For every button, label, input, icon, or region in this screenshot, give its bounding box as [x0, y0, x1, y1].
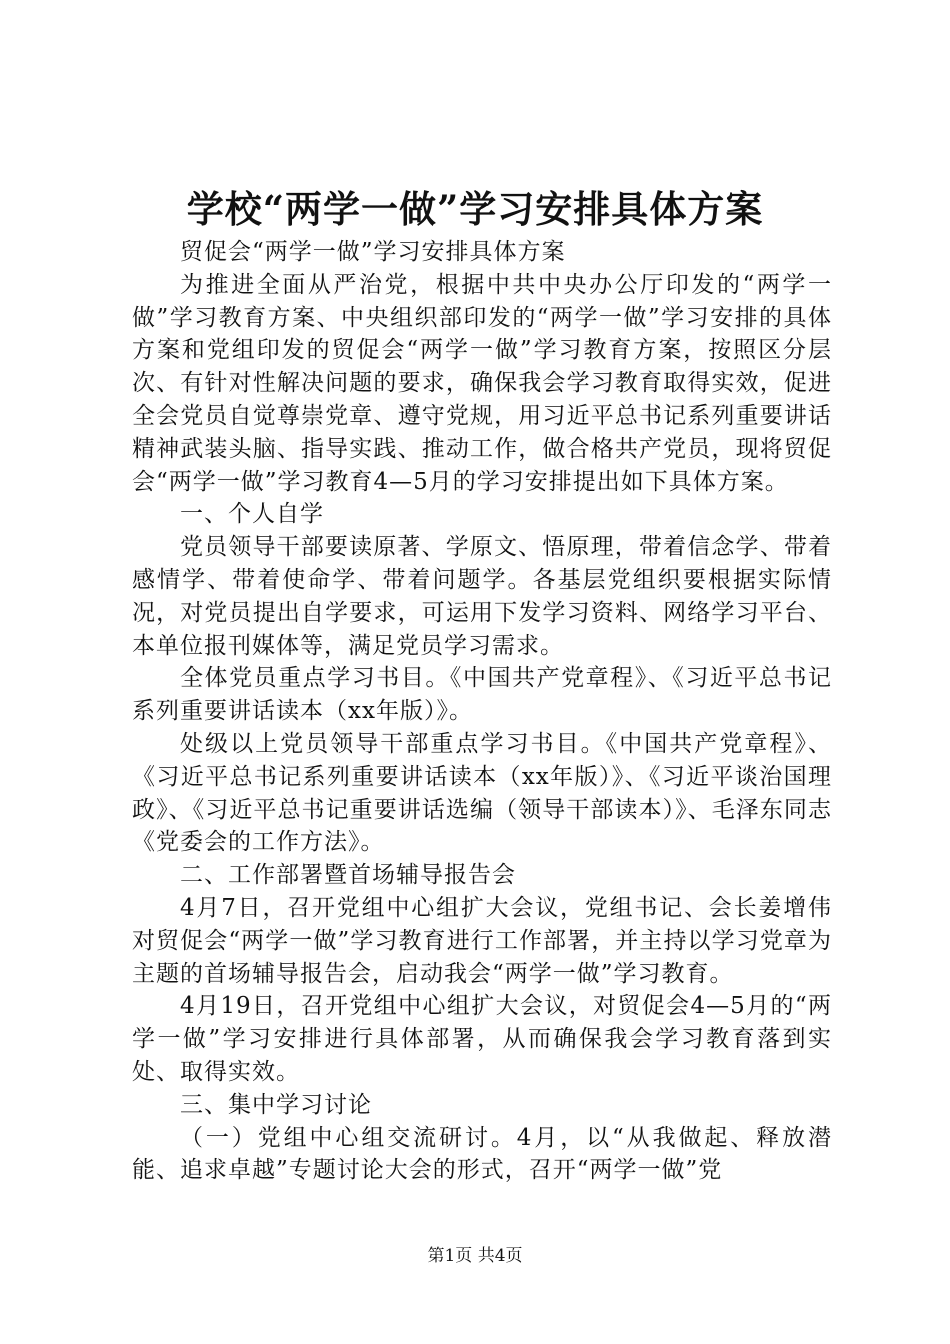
paragraph-subtitle: 贸促会“两学一做”学习安排具体方案: [180, 239, 566, 265]
page-footer: 第1页 共4页: [427, 1246, 523, 1266]
section-heading-self-study: 一、个人自学: [180, 501, 324, 528]
paragraph-april-7: 4月7日，召开党组中心组扩大会议，党组书记、会长姜增伟对贸促会“两学一做”学习教育进行工作部署，并主持以学习党章为主题的首场辅导报告会，启动我会“两学一做”学习教育。: [132, 894, 832, 987]
paragraph-self-study: 党员领导干部要读原著、学原文、悟原理，带着信念学、带着感情学、带着使命学、带着问题学。各基层党组织要根据实际情况，对党员提出自学要求，可运用下发学习资料、网络学习平台、本单位报刊媒体等，满足党员学习需求。: [132, 534, 832, 659]
paragraph-group-study-1: （一）党组中心组交流研讨。4月，以“从我做起、释放潜能、追求卓越”专题讨论大会的形式，召开“两学一做”党: [132, 1124, 832, 1184]
document-body: [132, 236, 832, 1187]
paragraph-intro: 为推进全面从严治党，根据中共中央办公厅印发的“两学一做”学习教育方案、中央组织部印发的“两学一做”学习安排的具体方案和党组印发的贸促会“两学一做”学习教育方案，按照区分层次、有针对性解决问题的要求，确保我会学习教育取得实效，促进全会党员自觉尊崇党章、遵守党规，用习近平总书记系列重要讲话精神武装头脑、指导实践、推动工作，做合格共产党员，现将贸促会“两学一做”学习教育4—5月的学习安排提出如下具体方案。: [132, 271, 832, 495]
section-heading-deployment: 二、工作部署暨首场辅导报告会: [180, 862, 516, 889]
paragraph-all-members-books: 全体党员重点学习书目。《中国共产党章程》、《习近平总书记系列重要讲话读本（xx年版）》。: [132, 665, 832, 725]
paragraph-leaders-books: 处级以上党员领导干部重点学习书目。《中国共产党章程》、《习近平总书记系列重要讲话读本（xx年版）》、《习近平谈治国理政》、《习近平总书记重要讲话选编（领导干部读本）》、毛泽东同志《党委会的工作方法》。: [132, 730, 832, 856]
document-title: 学校“两学一做”学习安排具体方案: [186, 187, 764, 231]
paragraph-april-19: 4月19日，召开党组中心组扩大会议，对贸促会4—5月的“两学一做”学习安排进行具体部署，从而确保我会学习教育落到实处、取得实效。: [132, 993, 832, 1085]
section-heading-group-study: 三、集中学习讨论: [180, 1091, 372, 1118]
